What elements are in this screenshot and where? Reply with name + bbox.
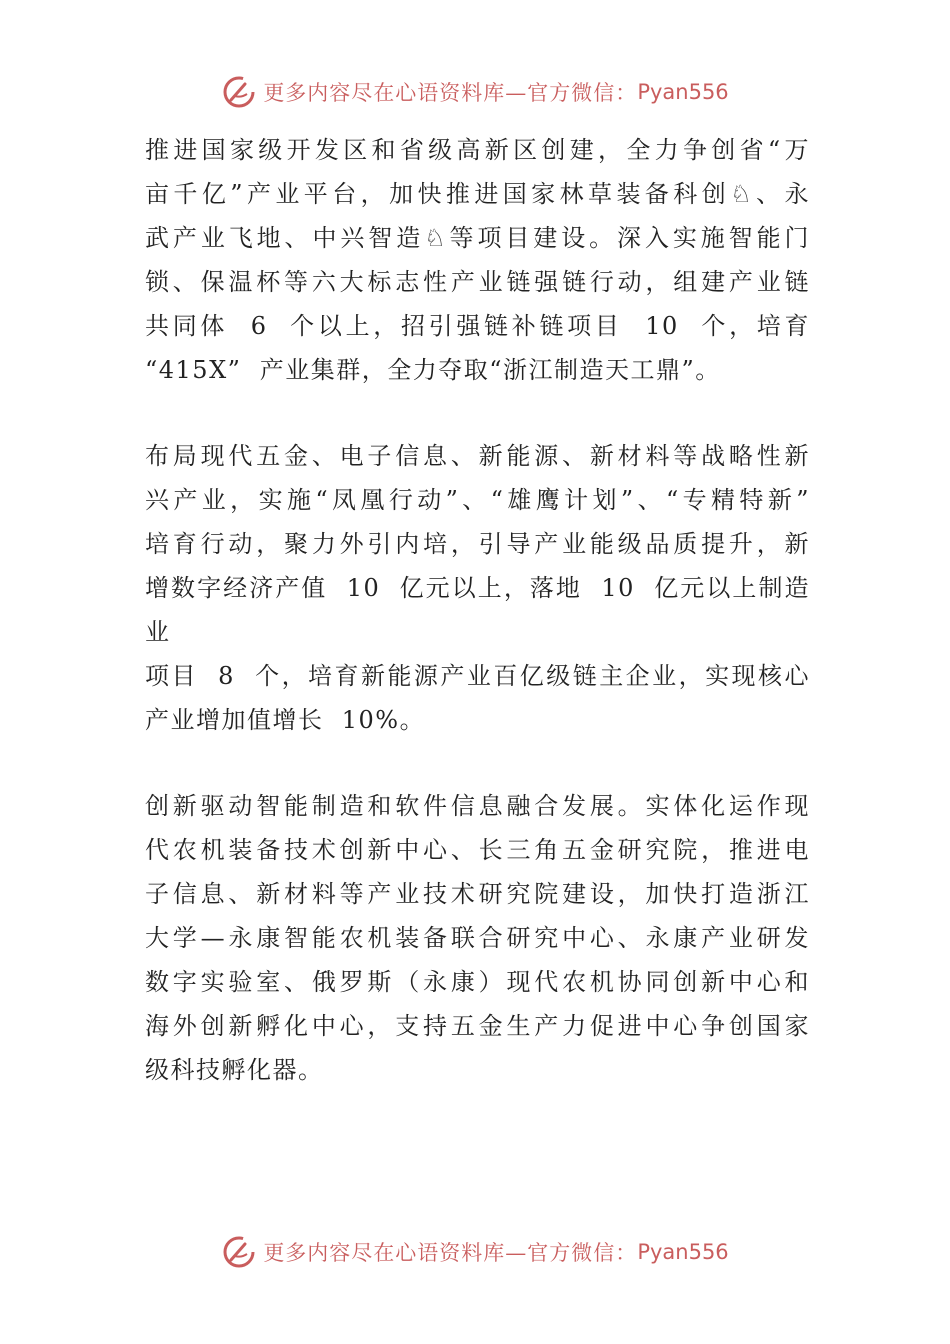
paragraph-3 bbox=[145, 784, 810, 1092]
text-line: 项目 8 个，培育新能源产业百亿级链主企业，实现核心 bbox=[145, 662, 810, 690]
watermark-text: 更多内容尽在心语资料库—官方微信： bbox=[263, 81, 638, 105]
paragraph-1 bbox=[145, 128, 810, 392]
text-line: 布局现代五金、电子信息、新能源、新材料等战略性新 bbox=[145, 442, 810, 470]
text-line: 共同体 6 个以上，招引强链补链项目 10 个，培育 bbox=[145, 312, 810, 340]
text-line: 子信息、新材料等产业技术研究院建设，加快打造浙江 bbox=[145, 880, 810, 908]
text-line: 武产业飞地、中兴智造♘等项目建设。深入实施智能门 bbox=[145, 224, 810, 252]
text-line: 代农机装备技术创新中心、长三角五金研究院，推进电 bbox=[145, 836, 810, 864]
text-line: 亩千亿”产业平台，加快推进国家林草装备科创♘、永 bbox=[145, 180, 810, 208]
text-line: 兴产业，实施“凤凰行动”、“雄鹰计划”、“专精特新” bbox=[145, 486, 810, 514]
text-line: “415X” 产业集群，全力夺取“浙江制造天工鼎”。 bbox=[145, 356, 721, 384]
paragraph-2 bbox=[145, 434, 810, 742]
text-line: 业 bbox=[145, 618, 171, 646]
header-watermark bbox=[0, 72, 950, 112]
watermark-handle: Pyan556 bbox=[637, 1240, 729, 1264]
text-line: 推进国家级开发区和省级高新区创建，全力争创省“万 bbox=[145, 136, 810, 164]
text-line: 数字实验室、俄罗斯（永康）现代农机协同创新中心和 bbox=[145, 968, 810, 996]
text-line: 培育行动，聚力外引内培，引导产业能级品质提升，新 bbox=[145, 530, 810, 558]
text-line: 锁、保温杯等六大标志性产业链强链行动，组建产业链 bbox=[145, 268, 810, 296]
brush-circle-logo-icon bbox=[221, 1234, 257, 1270]
watermark-text: 更多内容尽在心语资料库—官方微信： bbox=[263, 1241, 638, 1265]
footer-watermark bbox=[0, 1232, 950, 1272]
text-line: 级科技孵化器。 bbox=[145, 1056, 324, 1084]
text-line: 创新驱动智能制造和软件信息融合发展。实体化运作现 bbox=[145, 792, 810, 820]
watermark-handle: Pyan556 bbox=[637, 80, 729, 104]
text-line: 产业增加值增长 10%。 bbox=[145, 706, 426, 734]
text-line: 增数字经济产值 10 亿元以上，落地 10 亿元以上制造 bbox=[145, 574, 810, 602]
text-line: 大学—永康智能农机装备联合研究中心、永康产业研发 bbox=[145, 924, 810, 952]
brush-circle-logo-icon bbox=[221, 74, 257, 110]
document-body bbox=[145, 128, 810, 1134]
text-line: 海外创新孵化中心，支持五金生产力促进中心争创国家 bbox=[145, 1012, 810, 1040]
